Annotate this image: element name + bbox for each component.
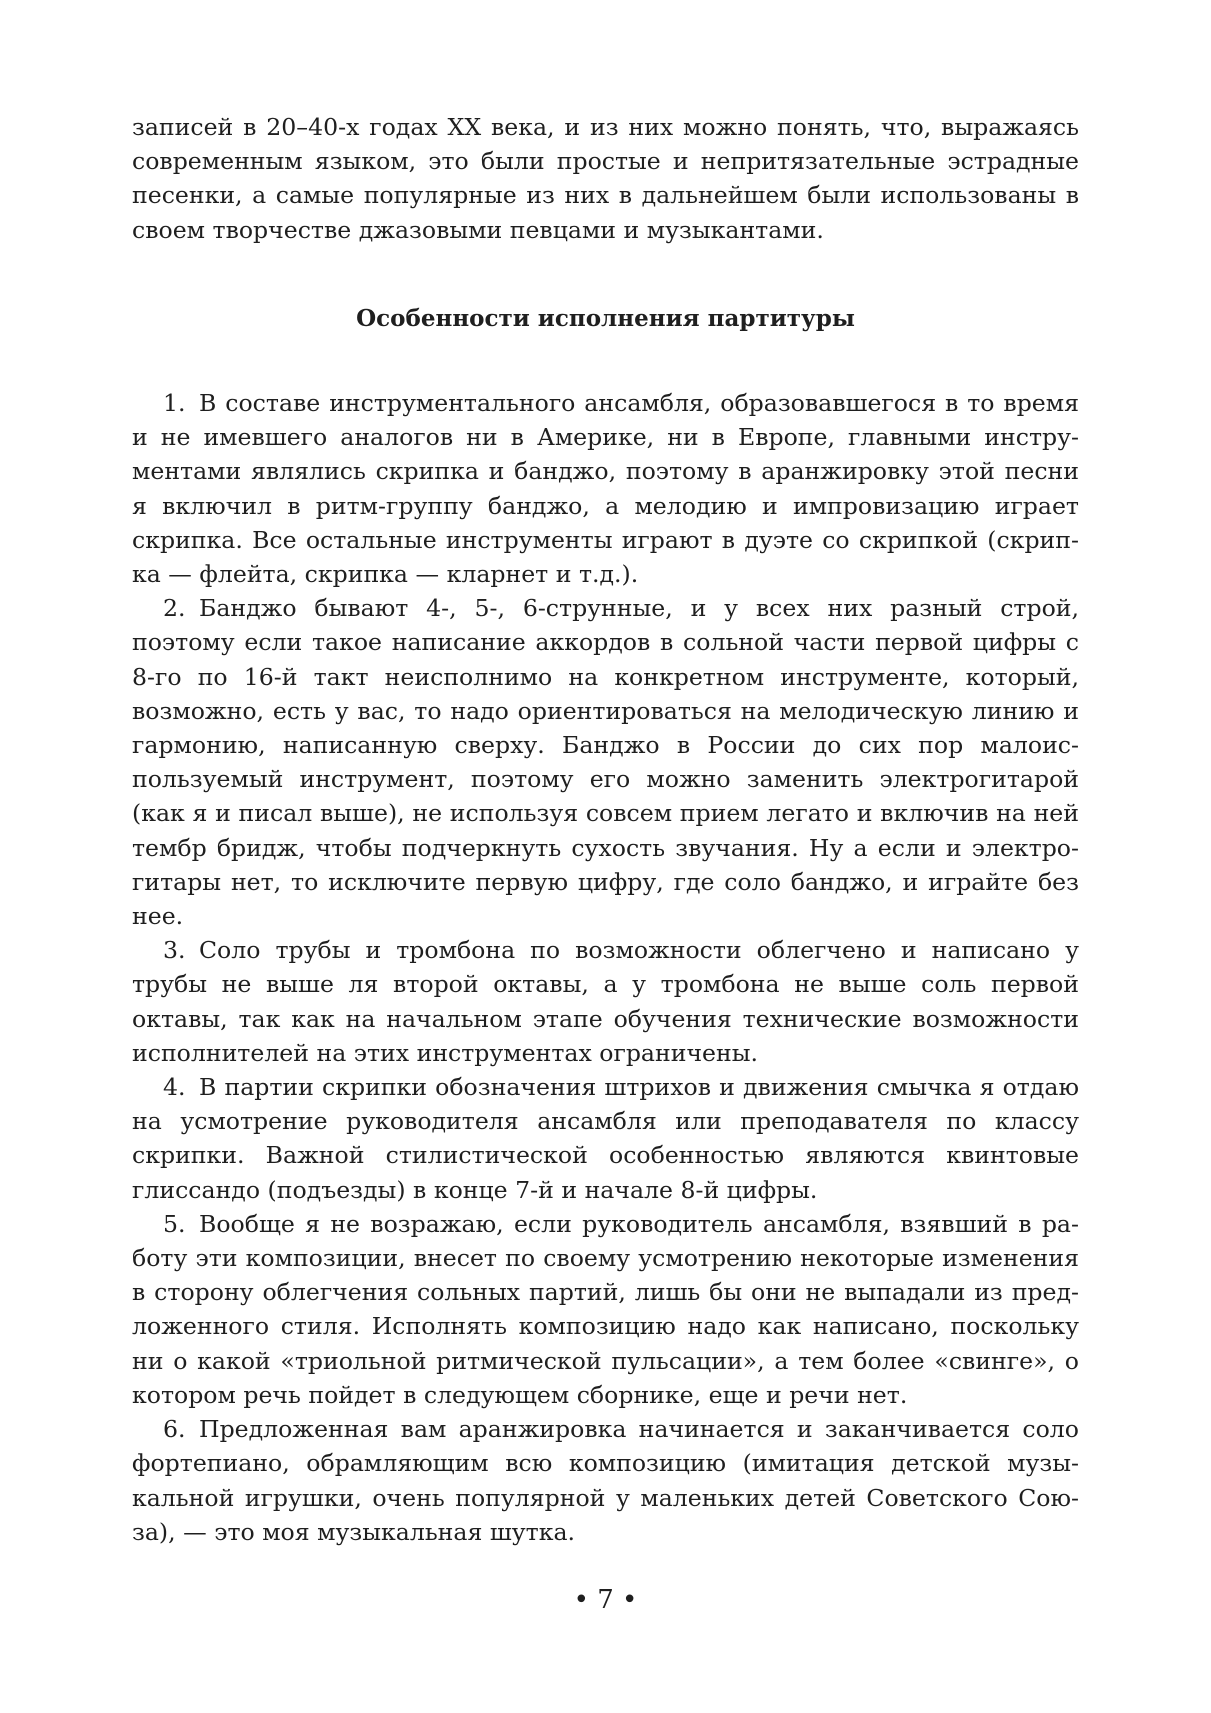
list-item-text: Предложенная вам аранжировка начинается и заканчивается соло фортепиано, обрамляющим всю композицию (имитация детской музыкальной игрушки, очень популярной у маленьких детей Советского Союза), — это моя музыкальная шутка.: [132, 1415, 1079, 1546]
page-number: • 7 •: [573, 1585, 638, 1615]
list-item: [132, 386, 1079, 591]
list-item-number: 1.: [163, 389, 186, 417]
list-item: [132, 1412, 1079, 1549]
list-item-text: В составе инструментального ансамбля, образовавшегося в то время и не имевшего аналогов ни в Америке, ни в Европе, главными инструментами являлись скрипка и банджо, поэтому в аранжировку этой песни я включил в ритм-группу банджо, а мелодию и импровизацию играет скрипка. Все остальные инструменты играют в дуэте со скрипкой (скрипка — флейта, скрипка — кларнет и т.д.).: [132, 389, 1079, 589]
list-item-text: В партии скрипки обозначения штрихов и движения смычка я отдаю на усмотрение руководителя ансамбля или преподавателя по классу скрипки. Важной стилистической особенностью являются квинтовые глиссандо (подъезды) в конце 7-й и начале 8-й цифры.: [132, 1073, 1079, 1204]
intro-paragraph: записей в 20–40-х годах XX века, и из них можно понять, что, выражаясь современным языком, это были простые и непритязательные эстрадные песенки, а самые популярные из них в дальнейшем были использованы в своем творчестве джазовыми певцами и музыкантами.: [132, 113, 1079, 244]
list-item: [132, 1070, 1079, 1207]
list-item-number: 3.: [163, 936, 186, 965]
list-item-number: 5.: [163, 1209, 186, 1238]
list-item-text: Соло трубы и тромбона по возможности облегчено и написано у трубы не выше ля второй октавы, а у тромбона не выше соль первой октавы, так как на начальном этапе обучения технические возможности исполнителей на этих инструментах ограничены.: [132, 936, 1079, 1067]
list-item: [132, 933, 1079, 1070]
list-item-number: 2.: [163, 594, 186, 623]
list-item-text: Вообще я не возражаю, если руководитель ансамбля, взявший в работу эти композиции, внесет по своему усмотрению некоторые изменения в сторону облегчения сольных партий, лишь бы они не выпадали из предложенного стиля. Исполнять композицию надо как написано, поскольку ни о какой «триольной ритмической пульсации», а тем более «свинге», о котором речь пойдет в следующем сборнике, еще и речи нет.: [132, 1209, 1079, 1409]
numbered-list: [132, 386, 1079, 1549]
list-item-text: Банджо бывают 4-, 5-, 6-струнные, и у всех них разный строй, поэтому если такое написание аккордов в сольной части первой цифры с 8-го по 16-й такт неисполнимо на конкретном инструменте, который, возможно, есть у вас, то надо ориентироваться на мелодическую линию и гармонию, написанную сверху. Банджо в России до сих пор малоиспользуемый инструмент, поэтому его можно заменить электрогитарой (как я и писал выше), не используя совсем прием легато и включив на ней тембр бридж, чтобы подчеркнуть сухость звучания. Ну а если и электрогитары нет, то исключите первую цифру, где соло банджо, и играйте без нее.: [132, 594, 1079, 931]
list-item-number: 4.: [163, 1073, 186, 1102]
list-item: [132, 1207, 1079, 1412]
list-item-number: 6.: [163, 1415, 186, 1444]
list-item: [132, 591, 1079, 933]
section-heading: Особенности исполнения партитуры: [356, 305, 855, 332]
intro-paragraph-block: [132, 110, 1079, 247]
